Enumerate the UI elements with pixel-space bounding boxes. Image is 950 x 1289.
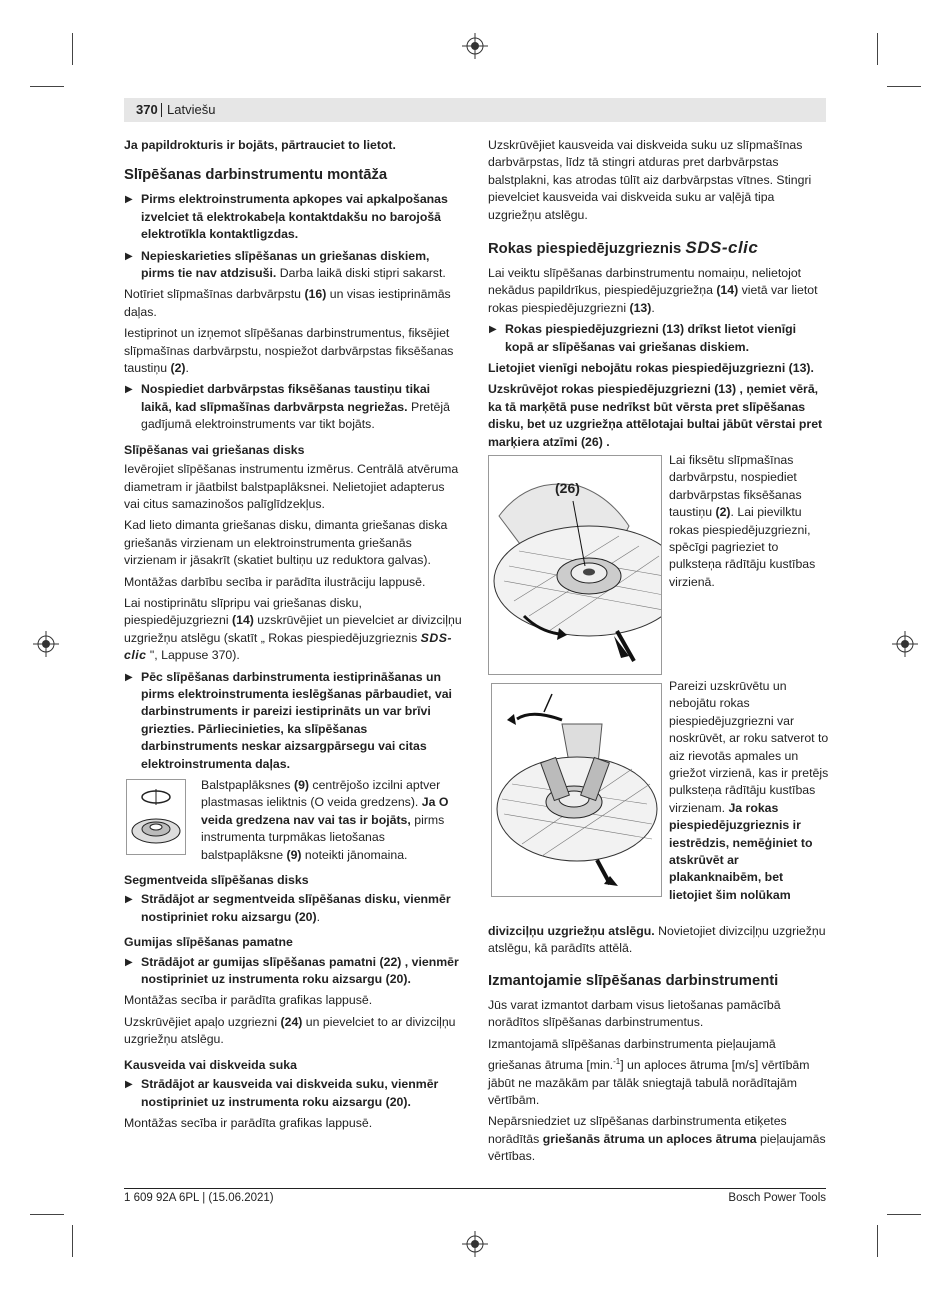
section-heading: Izmantojamie slīpēšanas darbinstrumenti bbox=[488, 972, 779, 989]
footer-divider bbox=[124, 1188, 826, 1189]
bullet-triangle-icon: ▶ bbox=[125, 194, 133, 206]
crop-mark bbox=[887, 86, 921, 87]
section-heading: Rokas piespiedējuzgrieznis SDS-clic bbox=[488, 238, 759, 258]
paragraph: Notīriet slīpmašīnas darbvārpstu (16) un visas iestiprināmās daļas. bbox=[124, 287, 451, 319]
bullet-triangle-icon: ▶ bbox=[125, 384, 133, 396]
paragraph: Ievērojiet slīpēšanas instrumentu izmērus. Centrālā atvēruma diametram ir jāatbilst balstpaplāksnei. Nelietojiet adapterus vai citus samazinošos palīglīdzekļus. bbox=[124, 462, 459, 511]
bullet-triangle-icon: ▶ bbox=[125, 250, 133, 262]
o-ring-block: Balstpaplāksnes (9) centrējošo izcilni aptver plastmasas ieliktnis (O veida gredzens). Ja O veida gredzena nav vai tas ir bojāts, pirms instrumenta turpmākas lietošanas balstpaplāksne (9) noteikti jānomaina. bbox=[124, 777, 462, 864]
paragraph: Iestiprinot un izņemot slīpēšanas darbinstrumentus, fiksējiet slīpmašīnas darbvārpstu, nospiežot darbvārpstas fiksēšanas taustiņu (2). bbox=[124, 326, 454, 376]
page-header bbox=[124, 98, 826, 122]
bullet-item: ▶ Rokas piespiedējuzgriezni (13) drīkst lietot vienīgi kopā ar slīpēšanas vai griešanas diskiem. bbox=[489, 322, 797, 354]
paragraph: Lai veiktu slīpēšanas darbinstrumentu nomaiņu, nelietojot nekādus papildrīkus, piespiedējuzgriežņa (14) vietā var lietot rokas piespiedējuzgriezni (13). bbox=[488, 266, 818, 315]
paragraph: Lai nostiprinātu slīpripu vai griešanas disku, piespiedējuzgriezni (14) uzskrūvējiet un pievelciet ar divizciļņu uzgriežņu atslēgu (skatīt „ Rokas piespiedējuzgrieznis SDS-clic ", Lappuse 370). bbox=[124, 595, 462, 663]
bullet-item: ▶ Nepieskarieties slīpēšanas un griešanas diskiem, pirms tie nav atdzisuši. Darba laikā diski stipri sakarst. bbox=[125, 248, 446, 281]
paragraph: Kad lieto dimanta griešanas disku, dimanta griešanas diska griešanās virzienam un elektroinstrumenta griešanās virzienam ir jāsakrīt (skatiet bultiņu uz reduktora galvas). bbox=[124, 518, 448, 568]
bullet-triangle-icon: ▶ bbox=[125, 671, 133, 683]
paragraph: Izmantojamā slīpēšanas darbinstrumenta pieļaujamā griešanas ātruma [min.$^{-1}$] un aploces ātruma [m/s] vērtībām jābūt ne mazākām par tālāk sniegtajā tabulā norādītajām vērtībām. bbox=[488, 1036, 810, 1107]
paragraph: Lietojiet vienīgi nebojātu rokas piespiedējuzgriezni (13). bbox=[488, 361, 814, 376]
bullet-triangle-icon: ▶ bbox=[125, 1079, 133, 1091]
bullet-triangle-icon: ▶ bbox=[489, 324, 497, 336]
registration-mark-icon bbox=[462, 1231, 488, 1257]
crop-mark bbox=[30, 1214, 64, 1215]
registration-mark-icon bbox=[462, 33, 488, 59]
bullet-item: ▶ Strādājot ar gumijas slīpēšanas pamatni (22) , vienmēr nostipriniet uz instrumenta roku aizsargu (20). bbox=[125, 954, 459, 987]
bullet-triangle-icon: ▶ bbox=[125, 956, 133, 968]
paragraph: Jūs varat izmantot darbam visus lietošanas pamācībā norādītos slīpēšanas darbinstrumentus. bbox=[488, 997, 781, 1030]
subsection-heading: Segmentveida slīpēšanas disks bbox=[124, 873, 309, 888]
bullet-triangle-icon: ▶ bbox=[125, 894, 133, 906]
subsection-heading: Slīpēšanas vai griešanas disks bbox=[124, 442, 305, 457]
crop-mark bbox=[877, 33, 878, 65]
paragraph: Montāžas secība ir parādīta grafikas lappusē. bbox=[124, 993, 373, 1008]
paragraph: divizciļņu uzgriežņu atslēgu. Novietojiet divizciļņu uzgriežņu atslēgu, kā parādīts attēlā. bbox=[488, 924, 826, 956]
subsection-heading: Gumijas slīpēšanas pamatne bbox=[124, 935, 293, 950]
paragraph: Uzskrūvējot rokas piespiedējuzgriezni (13) , ņemiet vērā, ka tā marķētā puse nedrīkst būt vērsta pret slīpēšanas disku, bet uz uzgriežņa attēlotajai bultai jābūt vērstai pret marķiera atzīmi (26) . bbox=[488, 382, 823, 449]
crop-mark bbox=[30, 86, 64, 87]
bullet-item: ▶ Strādājot ar kausveida vai diskveida suku, vienmēr nostipriniet uz instrumenta roku aizsargu (20). bbox=[125, 1077, 439, 1109]
page-number: 370 bbox=[136, 102, 158, 117]
bullet-item: ▶ Nospiediet darbvārpstas fiksēšanas taustiņu tikai laikā, kad slīpmašīnas darbvārpsta negriežas. Pretējā gadījumā elektroinstruments var tikt bojāts. bbox=[125, 382, 450, 432]
bullet-item: ▶ Pēc slīpēšanas darbinstrumenta iestiprināšanas un pirms elektroinstrumenta ieslēgšanas pārbaudiet, vai darbinstruments ir pareizi iestiprināts un var brīvi griezties. Pārliecinieties, ka slīpēšanas darbinstruments neskar aizsargpārsegu vai citas elektroinstrumenta daļas. bbox=[125, 669, 452, 771]
registration-mark-icon bbox=[892, 631, 918, 657]
figure-hand-nut-loosen bbox=[491, 683, 662, 897]
crop-mark bbox=[72, 1225, 73, 1257]
right-column-bottom bbox=[488, 923, 828, 1170]
paragraph: Nepārsniedziet uz slīpēšanas darbinstrumenta etiķetes norādītās griešanās ātruma un aploces ātruma pieļaujamās vērtības. bbox=[488, 1114, 826, 1164]
sds-clic-logo: SDS-clic bbox=[124, 630, 453, 663]
paragraph: Ja papildrokturis ir bojāts, pārtrauciet to lietot. bbox=[124, 138, 396, 152]
footer-brand: Bosch Power Tools bbox=[728, 1192, 826, 1204]
figure-hand-nut-tighten bbox=[488, 455, 662, 675]
header-language: Latviešu bbox=[167, 102, 216, 117]
header-divider bbox=[161, 103, 162, 117]
section-heading: Slīpēšanas darbinstrumentu montāža bbox=[124, 167, 388, 184]
figure-caption: Pareizi uzskrūvētu un nebojātu rokas piespiedējuzgriezni var noskrūvēt, ar roku satverot to aiz rievotās apmales un griežot virzienā, kas ir pretējs pulksteņa rādītāju kustības virzienam. Ja rokas piespiedējuzgrieznis ir iestrēdzis, nemēģiniet to atskrūvēt ar plakanknaibēm, bet lietojiet šim nolūkam bbox=[669, 679, 829, 902]
footer-doc-id: 1 609 92A 6PL | (15.06.2021) bbox=[124, 1192, 274, 1204]
figure-label: (26) bbox=[555, 480, 580, 496]
figure-caption: Lai fiksētu slīpmašīnas darbvārpstu, nospiediet darbvārpstas fiksēšanas taustiņu (2). Lai pievilktu rokas piespiedējuzgriezni, spēcīgi pagrieziet to pulksteņa rādītāju kustības virzienā. bbox=[669, 453, 816, 589]
subsection-heading: Kausveida vai diskveida suka bbox=[124, 1057, 297, 1072]
paragraph: Montāžas darbību secība ir parādīta ilustrāciju lappusē. bbox=[124, 574, 426, 589]
bullet-item: ▶ Pirms elektroinstrumenta apkopes vai apkalpošanas izvelciet tā elektrokabeļa kontaktdakšu no barojošā elektrotīkla kontaktligzdas. bbox=[125, 192, 448, 242]
o-ring-figure-icon bbox=[126, 779, 186, 855]
crop-mark bbox=[887, 1214, 921, 1215]
right-column-top bbox=[488, 137, 828, 455]
bullet-item: ▶ Strādājot ar segmentveida slīpēšanas disku, vienmēr nostipriniet roku aizsargu (20). bbox=[125, 892, 451, 924]
grinder-disc-illustration-icon bbox=[492, 684, 661, 896]
paragraph: Uzskrūvējiet kausveida vai diskveida suku uz slīpmašīnas darbvārpstas, līdz tā stingri atduras pret darbvārpstas balstplakni, kas atrodas tūlīt aiz darbvārpstas vītnes. Stingri pievelciet kausveida vai diskveida suku ar vaļējā tipa uzgriežņu atslēgu. bbox=[488, 138, 812, 222]
paragraph: Uzskrūvējiet apaļo uzgriezni (24) un pievelciet to ar divizciļņu uzgriežņu atslēgu. bbox=[124, 1014, 456, 1047]
sds-clic-logo: SDS-clic bbox=[685, 238, 759, 258]
crop-mark bbox=[877, 1225, 878, 1257]
left-column bbox=[124, 137, 462, 1136]
registration-mark-icon bbox=[33, 631, 59, 657]
crop-mark bbox=[72, 33, 73, 65]
paragraph: Montāžas secība ir parādīta grafikas lappusē. bbox=[124, 1115, 373, 1130]
